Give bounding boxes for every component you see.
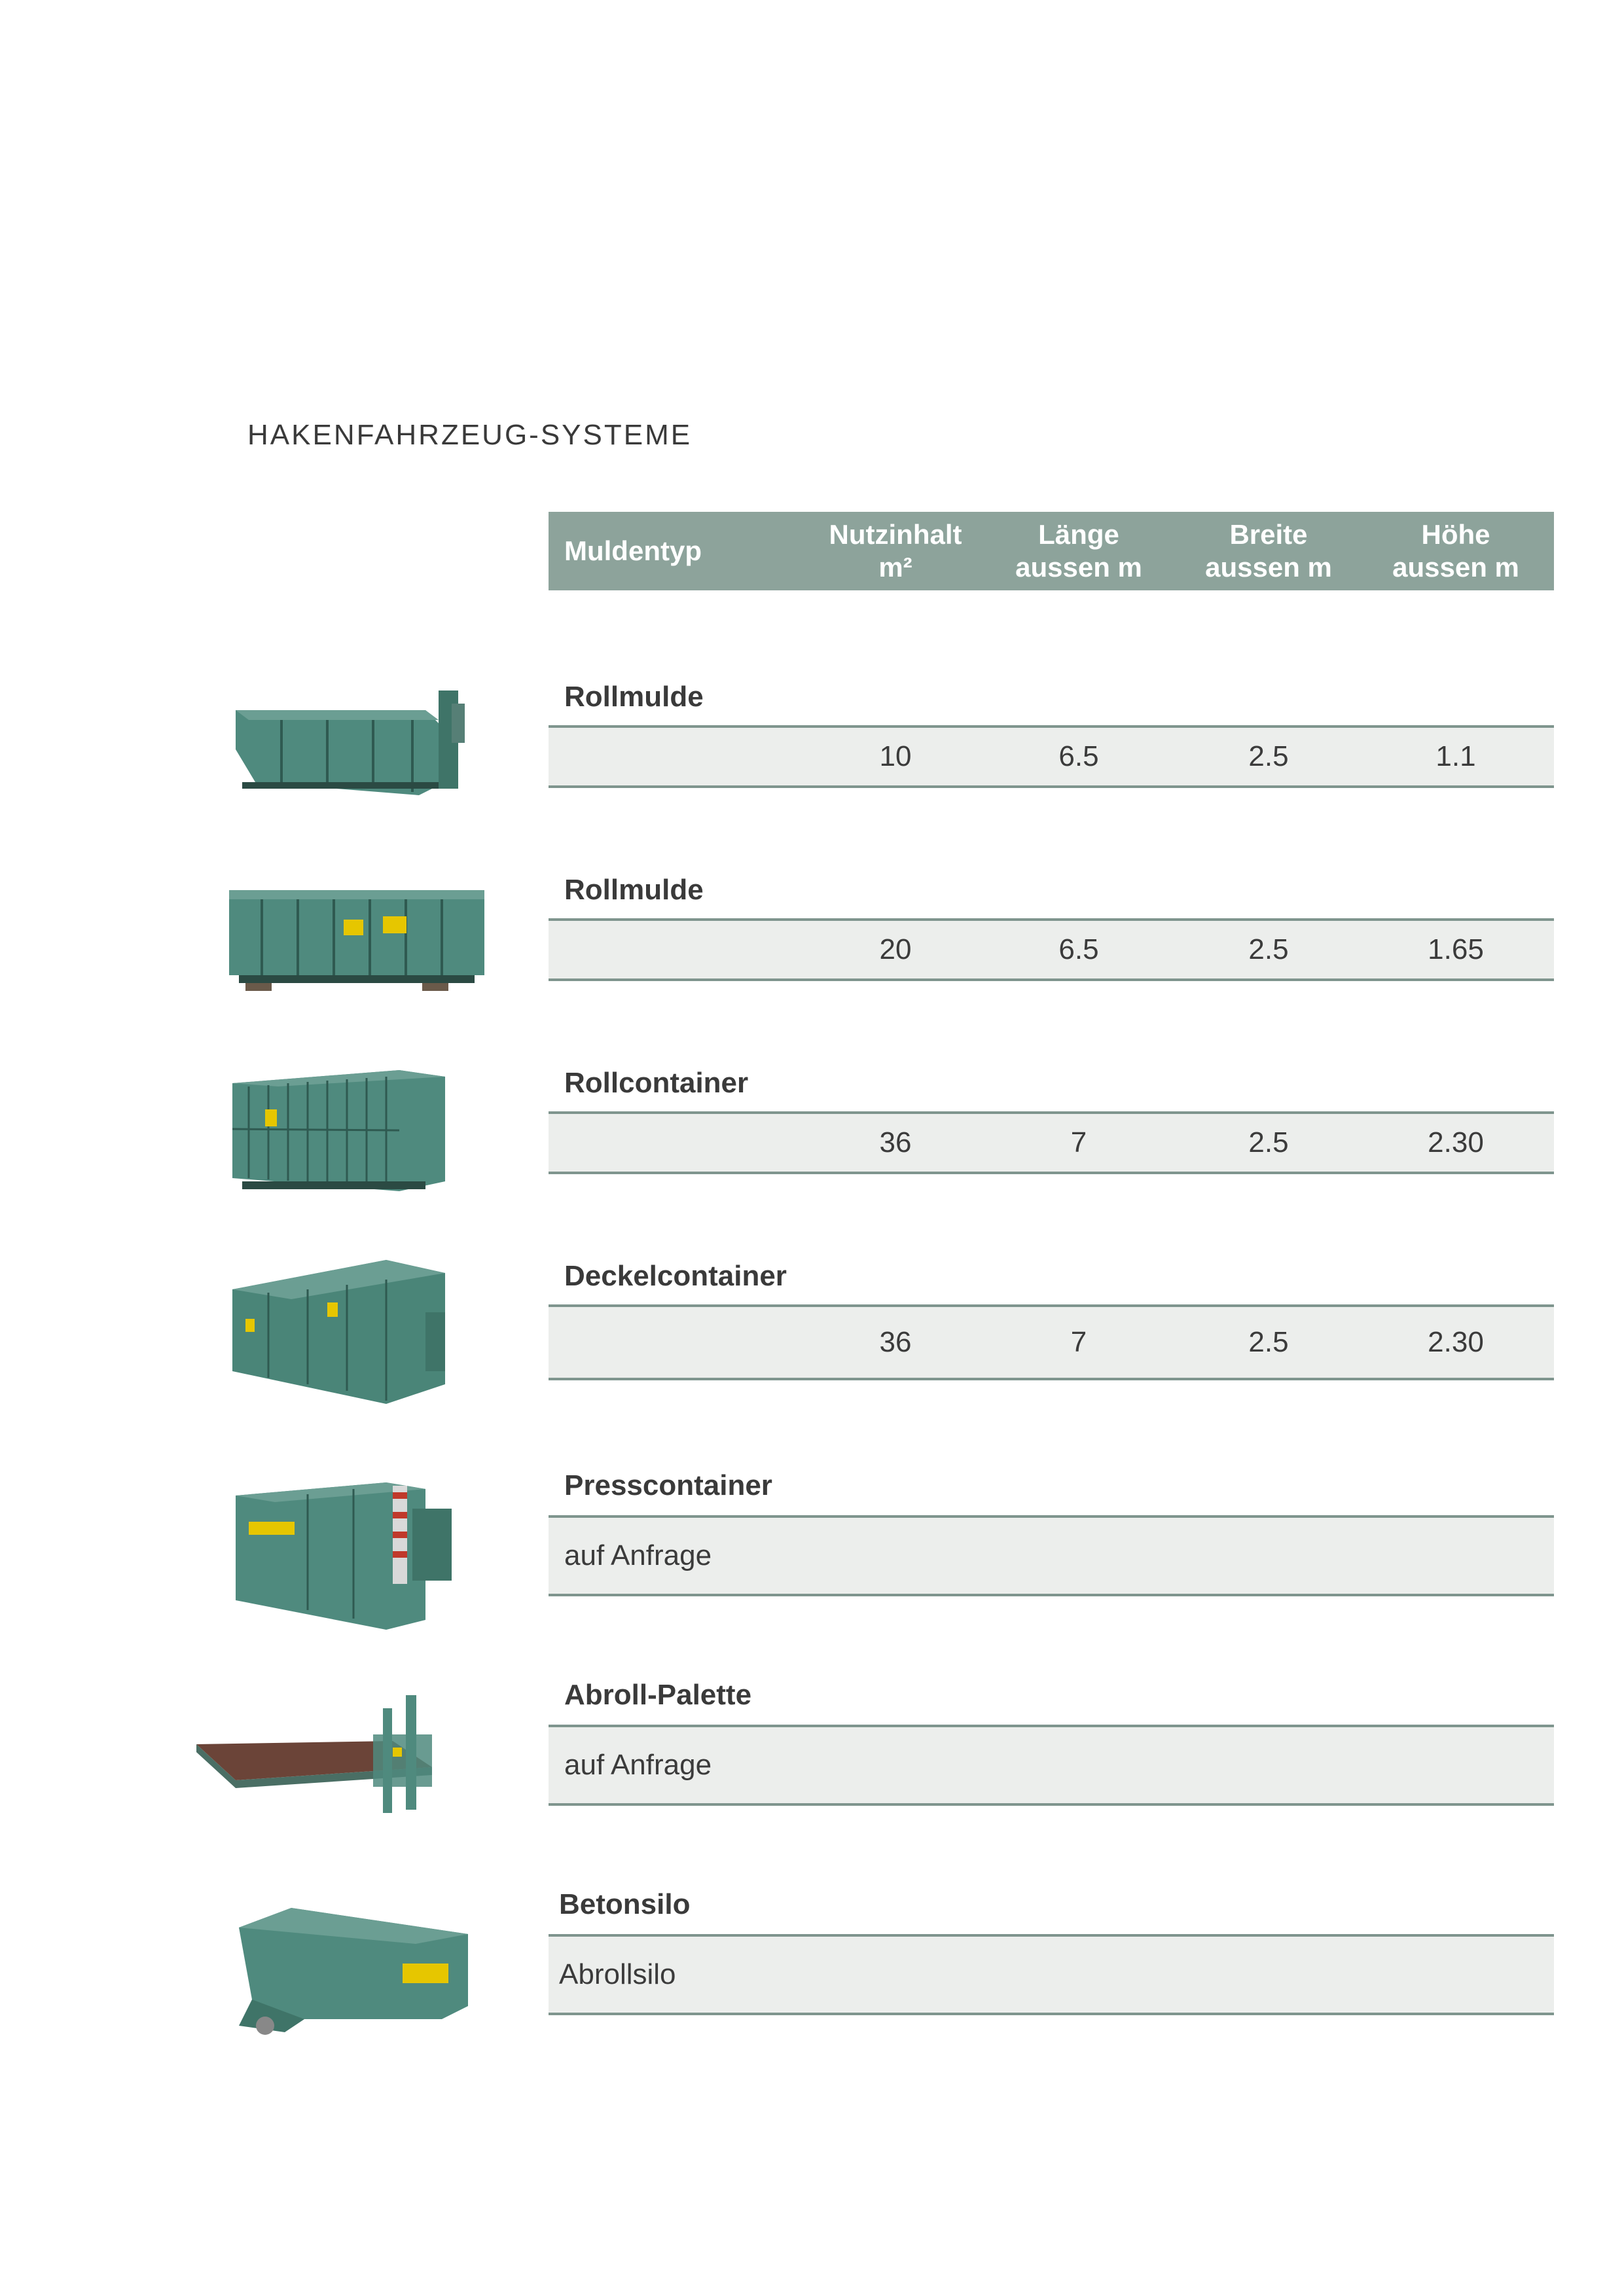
header-muldentyp xyxy=(564,512,761,590)
item-name: Rollmulde xyxy=(564,874,704,906)
header-hoehe-label: Höhe xyxy=(1421,519,1490,550)
list-item xyxy=(549,1260,1554,1384)
cell-nutzinhalt: 20 xyxy=(879,933,912,965)
header-laenge-unit: aussen m xyxy=(1015,552,1142,583)
item-name: Presscontainer xyxy=(564,1469,772,1501)
cell-nutzinhalt: 36 xyxy=(879,1126,912,1158)
press-container-icon xyxy=(229,1469,484,1633)
roll-container-icon xyxy=(229,1057,452,1208)
list-item xyxy=(549,1067,1554,1178)
table-header xyxy=(549,512,1554,590)
table-row xyxy=(549,1515,1554,1596)
header-nutzinhalt xyxy=(797,512,994,590)
cell-laenge: 6.5 xyxy=(1058,740,1099,772)
header-nutzinhalt-label: Nutzinhalt xyxy=(829,519,962,550)
page-title: HAKENFAHRZEUG-SYSTEME xyxy=(247,419,693,451)
cell-laenge: 7 xyxy=(1070,1326,1087,1358)
cell-breite: 2.5 xyxy=(1248,740,1289,772)
table-row xyxy=(549,725,1554,788)
header-laenge-label: Länge xyxy=(1038,519,1119,550)
item-name: Deckelcontainer xyxy=(564,1260,787,1292)
header-breite xyxy=(1170,512,1367,590)
cell-hoehe: 1.1 xyxy=(1435,740,1476,772)
list-item xyxy=(549,1888,1554,2019)
open-roll-skip-icon xyxy=(229,684,491,815)
header-nutzinhalt-unit: m² xyxy=(878,552,912,583)
header-hoehe-unit: aussen m xyxy=(1392,552,1519,583)
header-laenge xyxy=(981,512,1177,590)
lid-container-icon xyxy=(229,1253,471,1410)
list-item xyxy=(549,874,1554,985)
table-row xyxy=(549,1111,1554,1174)
cell-breite: 2.5 xyxy=(1248,933,1289,965)
header-muldentyp-label: Muldentyp xyxy=(564,535,702,566)
item-name: Rollmulde xyxy=(564,681,704,713)
table-row xyxy=(549,918,1554,981)
cell-nutzinhalt: 36 xyxy=(879,1326,912,1358)
header-breite-label: Breite xyxy=(1229,519,1308,550)
list-item xyxy=(549,1679,1554,1810)
header-breite-unit: aussen m xyxy=(1205,552,1332,583)
cell-breite: 2.5 xyxy=(1248,1326,1289,1358)
table-row xyxy=(549,1934,1554,2015)
cell-hoehe: 2.30 xyxy=(1428,1326,1484,1358)
cell-hoehe: 1.65 xyxy=(1428,933,1484,965)
item-note: auf Anfrage xyxy=(564,1749,712,1781)
concrete-silo-icon xyxy=(226,1901,488,2045)
cell-nutzinhalt: 10 xyxy=(879,740,912,772)
table-row xyxy=(549,1725,1554,1806)
cell-breite: 2.5 xyxy=(1248,1126,1289,1158)
cell-hoehe: 2.30 xyxy=(1428,1126,1484,1158)
item-note: auf Anfrage xyxy=(564,1539,712,1571)
list-item xyxy=(549,1469,1554,1600)
cell-laenge: 6.5 xyxy=(1058,933,1099,965)
list-item xyxy=(549,681,1554,792)
item-name: Rollcontainer xyxy=(564,1067,749,1099)
item-note: Abrollsilo xyxy=(559,1958,676,1990)
roll-off-platform-icon xyxy=(196,1695,471,1833)
roll-skip-icon xyxy=(226,880,488,998)
item-name: Betonsilo xyxy=(559,1888,691,1920)
header-hoehe xyxy=(1358,512,1554,590)
table-row xyxy=(549,1304,1554,1380)
cell-laenge: 7 xyxy=(1070,1126,1087,1158)
item-name: Abroll-Palette xyxy=(564,1679,752,1711)
